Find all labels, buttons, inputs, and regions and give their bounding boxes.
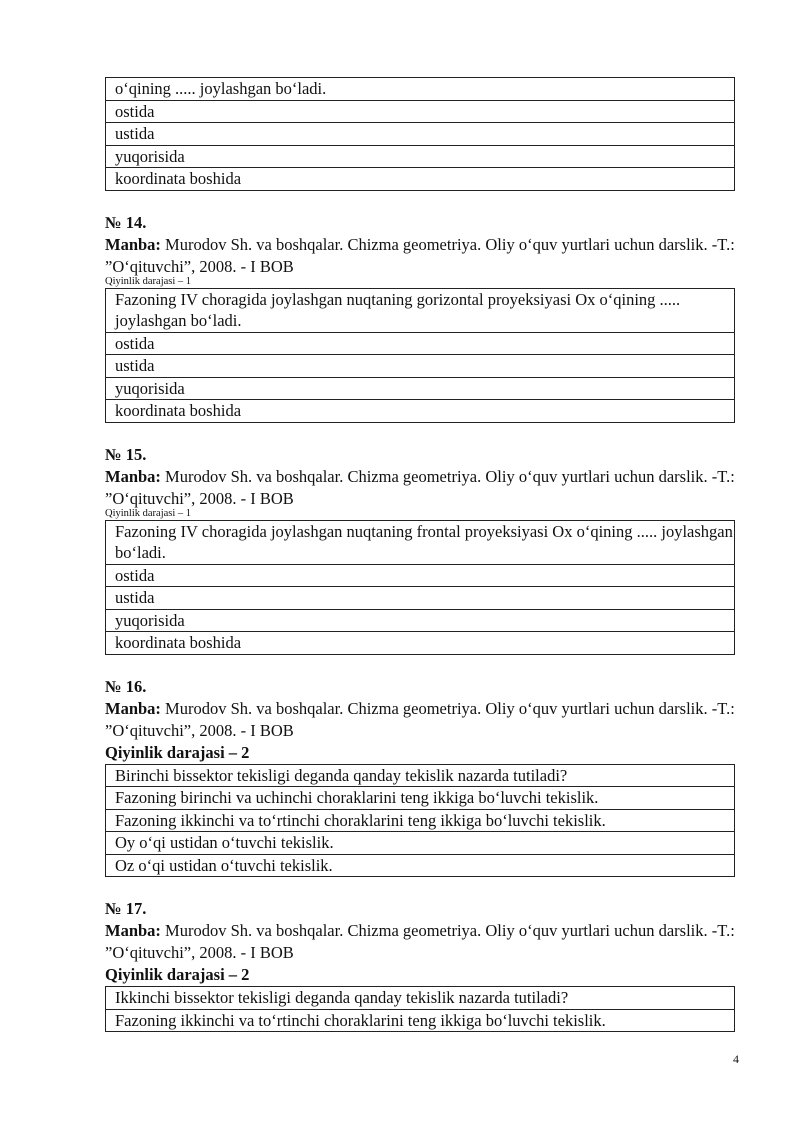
answer-cell: yuqorisida	[106, 377, 735, 400]
table-row	[106, 400, 735, 423]
source-text: Murodov Sh. va boshqalar. Chizma geometriya. Oliy oʻquv yurtlari uchun darslik. -T.: ”Oʻqituvchi”, 2008. - I BOB	[105, 466, 735, 508]
question-text-cell: oʻqining ..... joylashgan boʻladi.	[106, 78, 735, 101]
table-row	[106, 809, 735, 832]
table-row	[106, 123, 735, 146]
table-row	[106, 1009, 735, 1032]
source-label: Manba:	[105, 698, 161, 718]
table-row	[106, 377, 735, 400]
question-13-continued-table	[105, 77, 735, 191]
answer-cell: ostida	[106, 564, 735, 587]
table-row	[106, 587, 735, 610]
table-row	[106, 609, 735, 632]
answer-cell: Oy oʻqi ustidan oʻtuvchi tekislik.	[106, 832, 735, 855]
answer-cell: ostida	[106, 332, 735, 355]
answer-cell: ustida	[106, 123, 735, 146]
answer-cell: Fazoning birinchi va uchinchi choraklarini teng ikkiga boʻluvchi tekislik.	[106, 787, 735, 810]
answer-cell: koordinata boshida	[106, 168, 735, 191]
table-row	[106, 78, 735, 101]
question-table	[105, 288, 735, 423]
question-number: № 17.	[105, 899, 147, 918]
table-row	[106, 520, 735, 564]
answer-cell: yuqorisida	[106, 145, 735, 168]
answer-cell: Oz oʻqi ustidan oʻtuvchi tekislik.	[106, 854, 735, 877]
question-text-cell: Fazoning IV choragida joylashgan nuqtaning frontal proyeksiyasi Ox oʻqining ..... joylashgan boʻladi.	[106, 520, 735, 564]
answer-cell: ustida	[106, 355, 735, 378]
table-row	[106, 764, 735, 787]
source-text: Murodov Sh. va boshqalar. Chizma geometriya. Oliy oʻquv yurtlari uchun darslik. -T.: ”Oʻqituvchi”, 2008. - I BOB	[105, 921, 735, 962]
question-source	[105, 466, 736, 510]
question-table	[105, 764, 735, 878]
answer-cell: yuqorisida	[106, 609, 735, 632]
source-label: Manba:	[105, 466, 161, 486]
source-text: Murodov Sh. va boshqalar. Chizma geometriya. Oliy oʻquv yurtlari uchun darslik. -T.: ”Oʻqituvchi”, 2008. - I BOB	[105, 698, 735, 740]
question-number: № 15.	[105, 444, 147, 464]
difficulty-level: Qiyinlik darajasi – 2	[105, 742, 250, 762]
answer-cell: Fazoning ikkinchi va toʻrtinchi choraklarini teng ikkiga boʻluvchi tekislik.	[106, 809, 735, 832]
table-row	[106, 355, 735, 378]
difficulty-level: Qiyinlik darajasi – 1	[105, 275, 192, 287]
table-row	[106, 332, 735, 355]
answer-cell: ustida	[106, 587, 735, 610]
table-row	[106, 100, 735, 123]
question-table	[105, 986, 735, 1032]
answer-cell: ostida	[106, 100, 735, 123]
table-row	[106, 564, 735, 587]
question-source	[105, 698, 736, 742]
source-label: Manba:	[105, 234, 161, 254]
question-table	[105, 520, 735, 655]
table-row	[106, 632, 735, 655]
source-label: Manba:	[105, 921, 161, 940]
question-text-cell: Fazoning IV choragida joylashgan nuqtaning gorizontal proyeksiyasi Ox oʻqining ..... joylashgan boʻladi.	[106, 288, 735, 332]
difficulty-level: Qiyinlik darajasi – 1	[105, 507, 192, 519]
question-number: № 16.	[105, 676, 147, 696]
document-body	[105, 0, 736, 1032]
answer-cell: koordinata boshida	[106, 400, 735, 423]
question-number: № 14.	[105, 212, 147, 232]
question-text-cell: Birinchi bissektor tekisligi deganda qanday tekislik nazarda tutiladi?	[106, 764, 735, 787]
table-row	[106, 854, 735, 877]
table-row	[106, 832, 735, 855]
table-row	[106, 145, 735, 168]
page-number: 4	[733, 1052, 739, 1066]
table-row	[106, 787, 735, 810]
difficulty-level: Qiyinlik darajasi – 2	[105, 965, 250, 984]
question-source	[105, 920, 736, 964]
table-row	[106, 168, 735, 191]
table-row	[106, 288, 735, 332]
source-text: Murodov Sh. va boshqalar. Chizma geometriya. Oliy oʻquv yurtlari uchun darslik. -T.: ”Oʻqituvchi”, 2008. - I BOB	[105, 234, 735, 276]
answer-cell: koordinata boshida	[106, 632, 735, 655]
table-row	[106, 987, 735, 1010]
question-source	[105, 234, 736, 278]
answer-cell: Fazoning ikkinchi va toʻrtinchi choraklarini teng ikkiga boʻluvchi tekislik.	[106, 1009, 735, 1032]
question-text-cell: Ikkinchi bissektor tekisligi deganda qanday tekislik nazarda tutiladi?	[106, 987, 735, 1010]
